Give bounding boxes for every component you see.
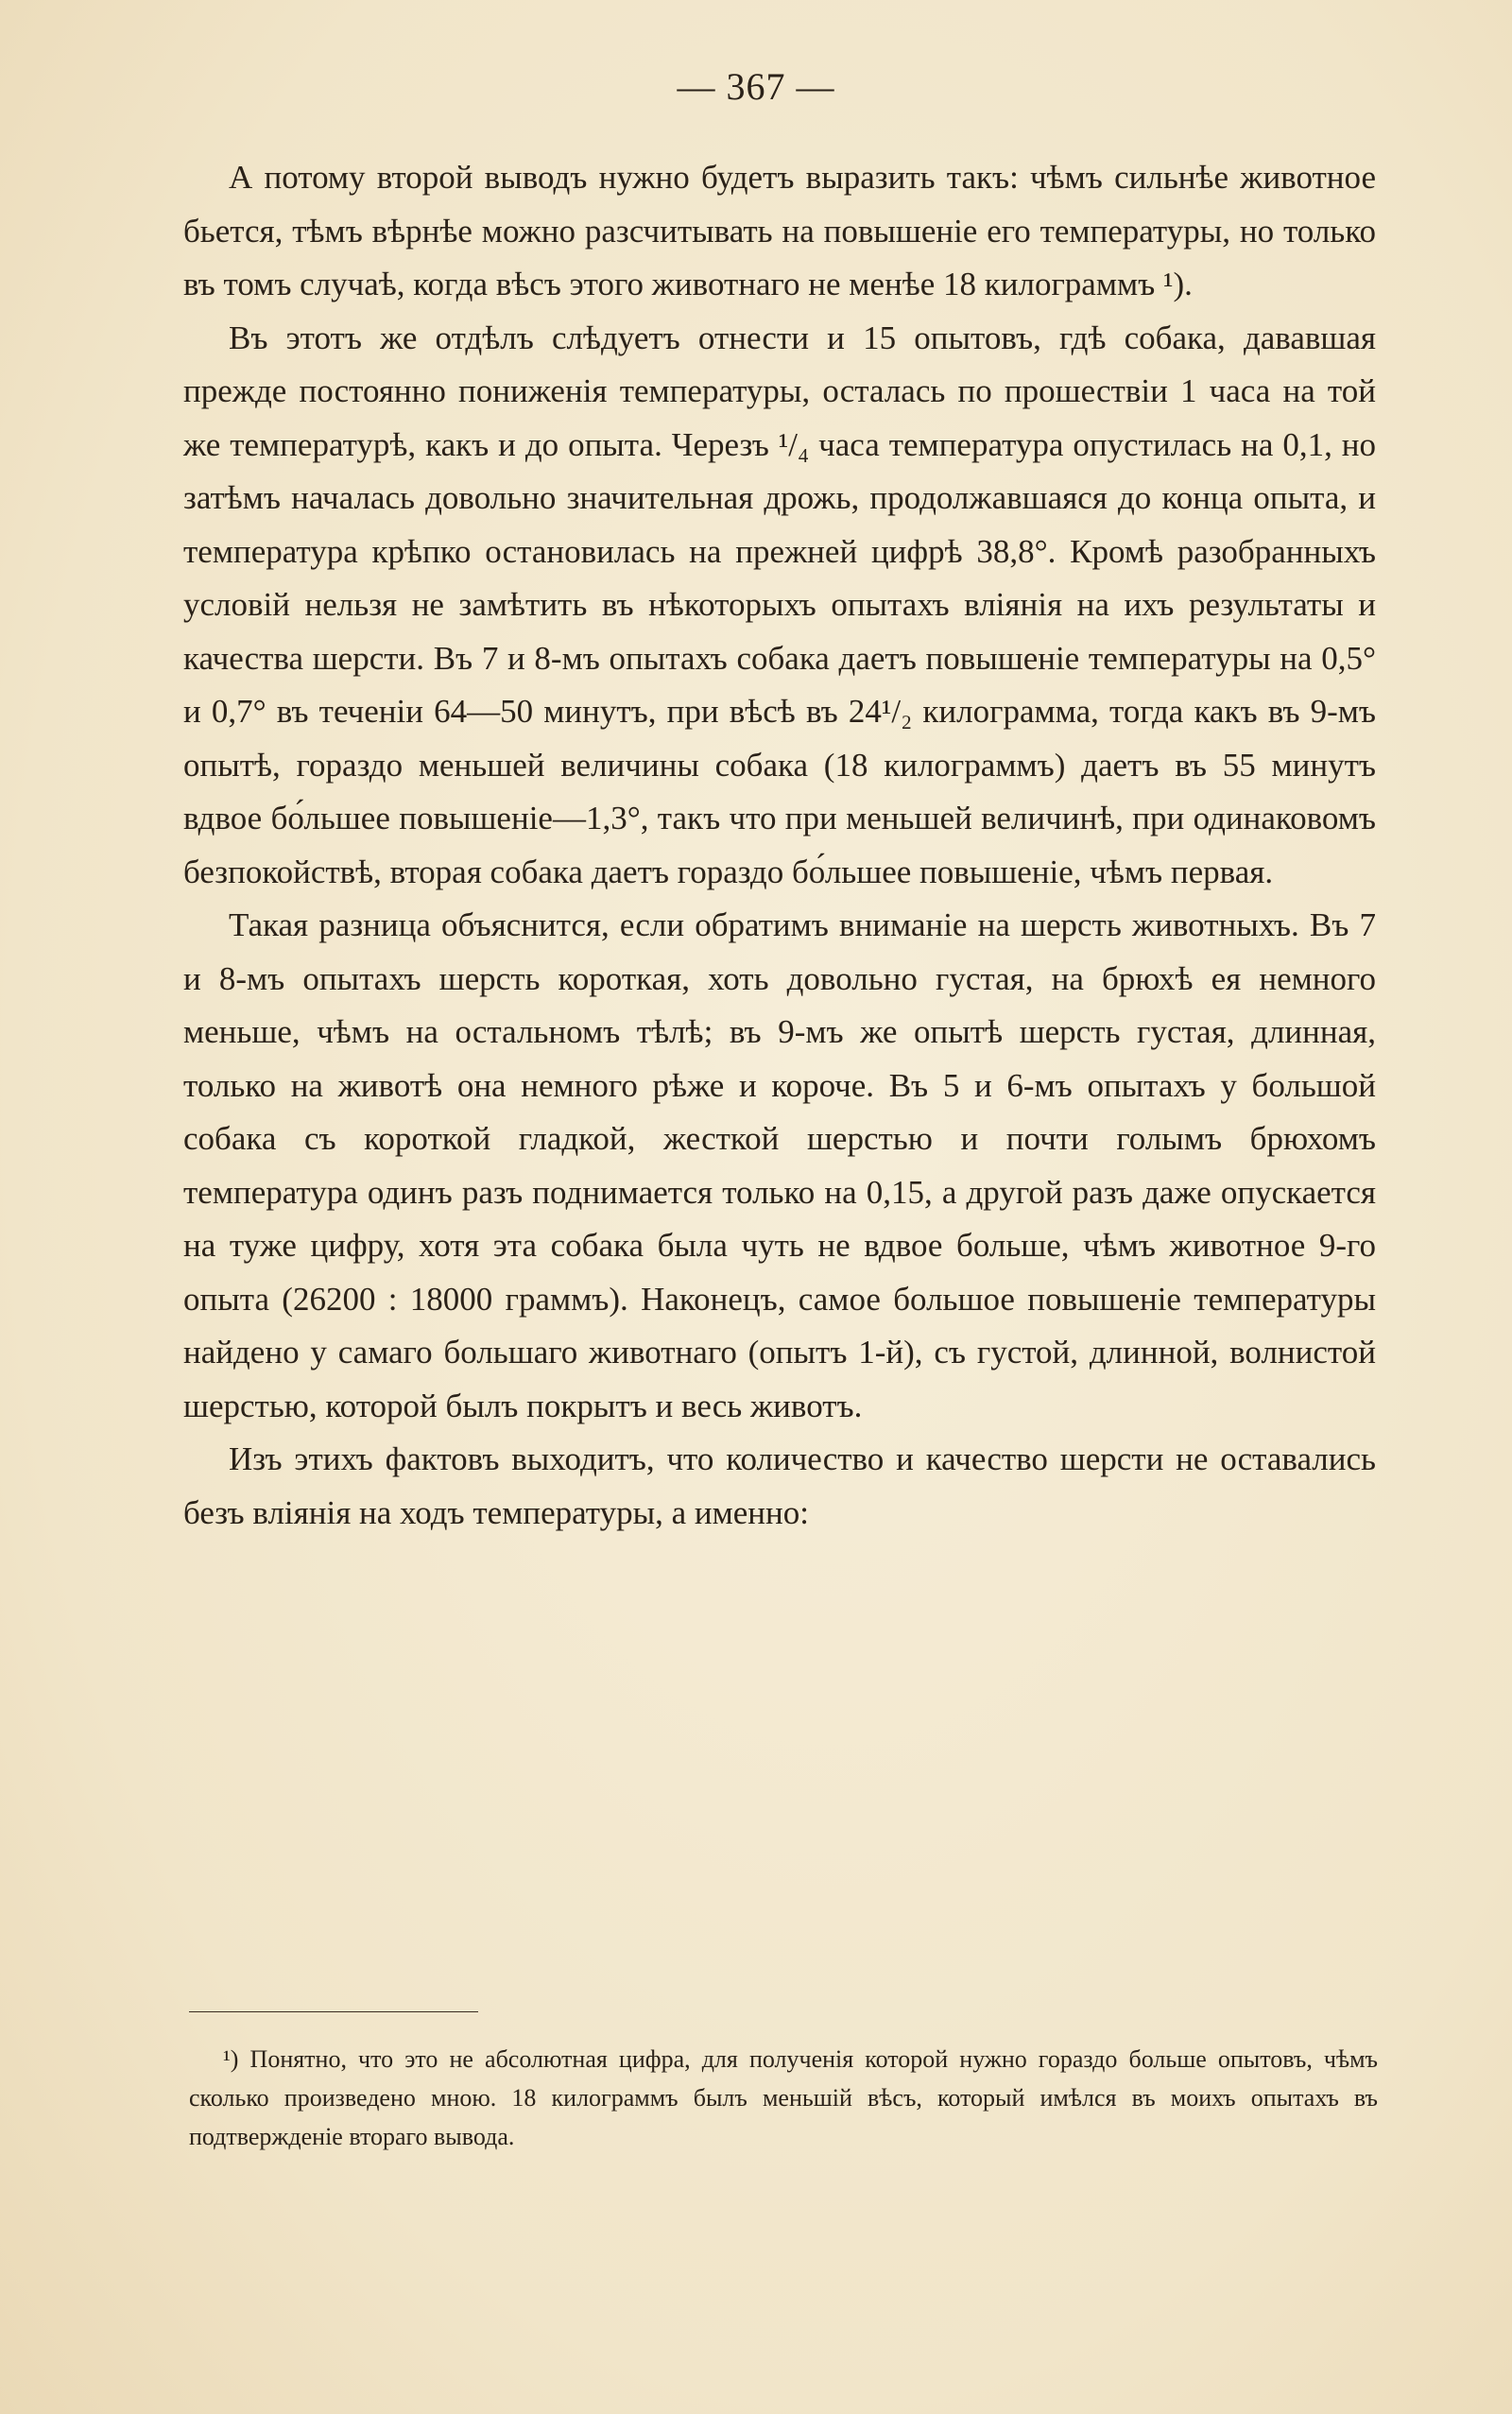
footnote: ¹) Понятно, что это не абсолютная цифра, для полученія которой нужно гораздо больше опытовъ, чѣмъ сколько произведено мною. 18 килограммъ былъ меньшій вѣсъ, который имѣлся въ моихъ опытахъ въ подтвержденіе втораго вывода. <box>189 2045 1378 2150</box>
page-number: — 367 — <box>677 65 835 108</box>
main-text <box>183 151 1376 1540</box>
paragraph: Такая разница объяснится, если обратимъ вниманіе на шерсть животныхъ. Въ 7 и 8-мъ опытахъ шерсть короткая, хоть довольно густая, на брюхѣ ея немного меньше, чѣмъ на остальномъ тѣлѣ; въ 9-мъ же опытѣ шерсть густая, длинная, только на животѣ она немного рѣже и короче. Въ 5 и 6-мъ опытахъ у большой собака съ короткой гладкой, жесткой шерстью и почти голымъ брюхомъ температура одинъ разъ поднимается только на 0,15, а другой разъ даже опускается на туже цифру, хотя эта собака была чуть не вдвое больше, чѣмъ животное 9-го опыта (26200 : 18000 граммъ). Наконецъ, самое большое повышеніе температуры найдено у самаго большаго животнаго (опытъ 1-й), съ густой, длинной, волнистой шерстью, которой былъ покрытъ и весь животъ. <box>183 906 1376 1424</box>
paragraph: Въ этотъ же отдѣлъ слѣдуетъ отнести и 15 опытовъ, гдѣ собака, дававшая прежде постоянно пониженія температуры, осталась по прошествіи 1 часа на той же температурѣ, какъ и до опыта. Черезъ ¹/₄ часа температура опустилась на 0,1, но затѣмъ началась довольно значительная дрожь, продолжавшаяся до конца опыта, и температура крѣпко остановилась на прежней цифрѣ 38,8°. Кромѣ разобранныхъ условій нельзя не замѣтить въ нѣкоторыхъ опытахъ вліянія на ихъ результаты и качества шерсти. Въ 7 и 8-мъ опытахъ собака даетъ повышеніе температуры на 0,5° и 0,7° въ теченіи 64—50 минутъ, при вѣсѣ въ 24¹/₂ килограмма, тогда какъ въ 9-мъ опытѣ, гораздо меньшей величины собака (18 килограммъ) даетъ въ 55 минутъ вдвое бо́льшее повышеніе—1,3°, такъ что при меньшей величинѣ, при одинаковомъ безпокойствѣ, вторая собака даетъ гораздо бо́льшее повышеніе, чѣмъ первая. <box>183 319 1376 890</box>
footnote-divider <box>189 2011 478 2012</box>
paragraph: Изъ этихъ фактовъ выходитъ, что количество и качество шерсти не оставались безъ вліянія на ходъ температуры, а именно: <box>183 1440 1376 1531</box>
paragraph: А потому второй выводъ нужно будетъ выразить такъ: чѣмъ сильнѣе животное бьется, тѣмъ вѣрнѣе можно разсчитывать на повышеніе его температуры, но только въ томъ случаѣ, когда вѣсъ этого животнаго не менѣе 18 килограммъ ¹). <box>183 159 1376 302</box>
